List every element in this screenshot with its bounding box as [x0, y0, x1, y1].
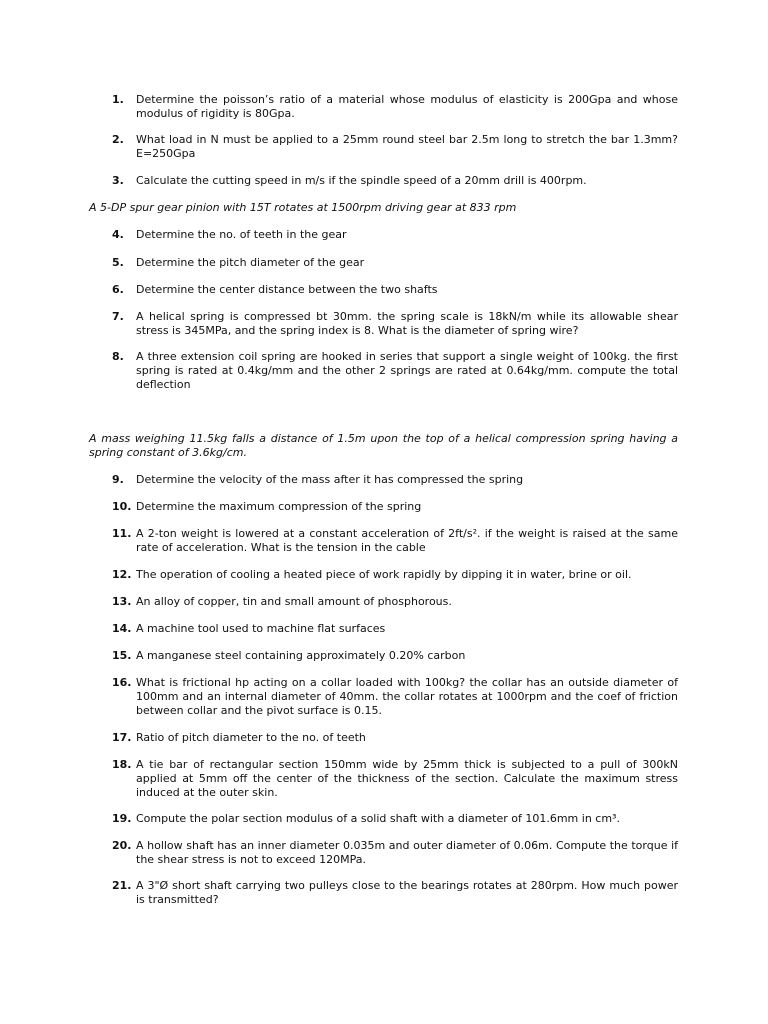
question-number: 14. — [112, 622, 132, 635]
question-text: A three extension coil spring are hooked in series that support a single weight of 100kg. the first spring is rated at 0.4kg/mm and the other 2 springs are rated at 0.64kg/mm. compute the total deflection — [136, 350, 678, 391]
question-number: 13. — [112, 595, 132, 608]
question-text: A helical spring is compressed bt 30mm. the spring scale is 18kN/m while its allowable shear stress is 345MPa, and the spring index is 8. What is the diameter of spring wire? — [136, 310, 678, 337]
question-text: A hollow shaft has an inner diameter 0.035m and outer diameter of 0.06m. Compute the torque if the shear stress is not to exceed 120MPa. — [136, 839, 678, 866]
question-number: 15. — [112, 649, 132, 662]
question-text: Determine the velocity of the mass after it has compressed the spring — [136, 473, 524, 486]
question-text: A 2-ton weight is lowered at a constant acceleration of 2ft/s². if the weight is raised at the same rate of acceleration. What is the tension in the cable — [136, 527, 678, 554]
question-text: Ratio of pitch diameter to the no. of teeth — [136, 731, 366, 744]
question-text: A tie bar of rectangular section 150mm wide by 25mm thick is subjected to a pull of 300kN applied at 5mm off the center of the thickness of the section. Calculate the maximum stress induced at the outer skin. — [136, 758, 678, 799]
question-number: 2. — [112, 133, 124, 146]
question-number: 4. — [112, 228, 124, 241]
question-text: A machine tool used to machine flat surfaces — [136, 622, 386, 635]
gear-problem-intro: A 5-DP spur gear pinion with 15T rotates at 1500rpm driving gear at 833 rpm — [89, 201, 517, 214]
question-number: 18. — [112, 758, 132, 771]
question-text: Determine the center distance between the two shafts — [136, 283, 438, 296]
spring-problem-intro: A mass weighing 11.5kg falls a distance of 1.5m upon the top of a helical compression spring having a spring constant of 3.6kg/cm. — [89, 432, 678, 459]
question-number: 16. — [112, 676, 132, 689]
question-text: What load in N must be applied to a 25mm round steel bar 2.5m long to stretch the bar 1.3mm? E=250Gpa — [136, 133, 678, 160]
question-text: Calculate the cutting speed in m/s if the spindle speed of a 20mm drill is 400rpm. — [136, 174, 587, 187]
question-text: Determine the poisson’s ratio of a material whose modulus of elasticity is 200Gpa and whose modulus of rigidity is 80Gpa. — [136, 93, 678, 120]
question-number: 17. — [112, 731, 132, 744]
question-number: 1. — [112, 93, 124, 106]
question-number: 19. — [112, 812, 132, 825]
question-text: The operation of cooling a heated piece of work rapidly by dipping it in water, brine or oil. — [136, 568, 632, 581]
question-text: Determine the no. of teeth in the gear — [136, 228, 347, 241]
question-text: A manganese steel containing approximately 0.20% carbon — [136, 649, 466, 662]
question-number: 6. — [112, 283, 124, 296]
question-number: 7. — [112, 310, 124, 323]
question-text: Determine the pitch diameter of the gear — [136, 256, 365, 269]
question-number: 10. — [112, 500, 132, 513]
question-text: Determine the maximum compression of the spring — [136, 500, 422, 513]
question-number: 12. — [112, 568, 132, 581]
question-text: A 3"Ø short shaft carrying two pulleys close to the bearings rotates at 280rpm. How much power is transmitted? — [136, 879, 678, 906]
question-text: An alloy of copper, tin and small amount of phosphorous. — [136, 595, 452, 608]
question-number: 11. — [112, 527, 132, 540]
question-number: 8. — [112, 350, 124, 363]
question-text: What is frictional hp acting on a collar loaded with 100kg? the collar has an outside diameter of 100mm and an internal diameter of 40mm. the collar rotates at 1000rpm and the coef of friction between collar and the pivot surface is 0.15. — [136, 676, 678, 717]
question-number: 9. — [112, 473, 124, 486]
question-number: 5. — [112, 256, 124, 269]
question-text: Compute the polar section modulus of a solid shaft with a diameter of 101.6mm in cm³. — [136, 812, 620, 825]
question-number: 3. — [112, 174, 124, 187]
question-number: 21. — [112, 879, 132, 892]
question-number: 20. — [112, 839, 132, 852]
